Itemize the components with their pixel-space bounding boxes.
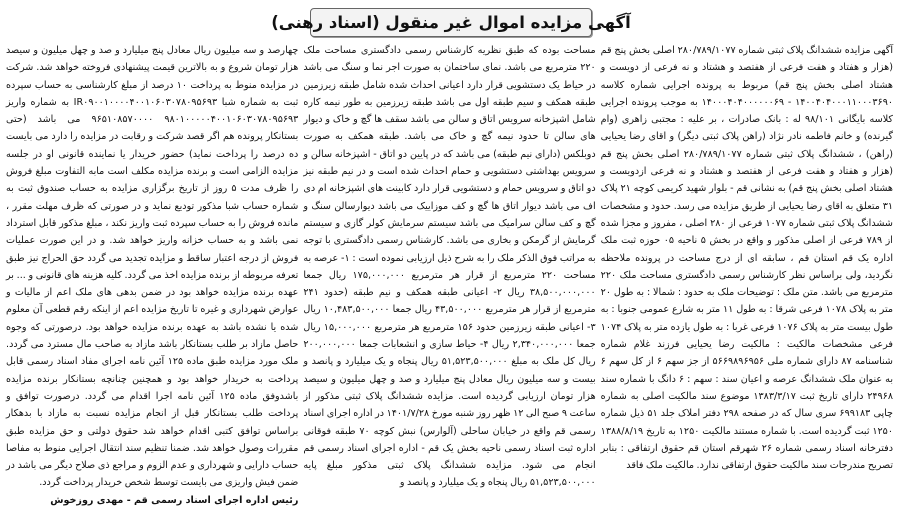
notice-title: آگهی مزایده اموال غیر منقول (اسناد رهنی) bbox=[271, 13, 631, 32]
column-right bbox=[600, 42, 894, 472]
column-middle-text: مساحت بوده که طبق نظریه کارشناس رسمی دادگستری مساحت ملک ۲۲۰ مترمربع می باشد. نمای ساختمان به صورت اجر نما و سنگ می باشد در حیاط یک دستشویی قرار دارد اعیانی احداث شده شامل طبقه زیرزمین طبقه همکف و سیم طبقه اول می باشد طبقه زیرزمین به طور نیمه کاره شامل اشپزخانه سرویس اتاق و سالن می باشد سقف ها گچ و خاک و دیوار های سالن تا حدود نیمه گچ و خاک می باشد. طبقه همکف به صورت دوبلکس (دارای نیم طبقه) می باشد که در پایین دو اتاق - اشپزخانه سالن و سرویس بهداشتی دستشویی و حمام احداث شده است و در نیم طبقه نیز دو اتاق و سرویس حمام و دستشویی قرار دارد کابینت های اشپزخانه ام دی اف می باشد دیوار اتاق ها گچ و کف موزاییک می باشد دیوارسالن سنگ و گچ و کف سالن سرامیک می باشد سیستم سرمایش کولر گازی و سیستم گرمایش از گرمکن و بخاری می باشد. کارشناس رسمی دادگستری با توجه به مراتب فوق الذکر ملک را به شرح ذیل ارزیابی نموده است : ۱- عرصه به مساحت ۲۲۰ مترمربع از قرار هر مترمربع ۱۷۵,۰۰۰,۰۰۰ ریال جمعا ۳۸,۵۰۰,۰۰۰,۰۰۰ ریال ۲- اعیانی طبقه همکف و نیم طبقه (حدود ۲۴۱ مترمربع از قرار هر مترمربع ۴۳,۵۰۰,۰۰۰ ریال جمعا ۱۰,۴۸۳,۵۰۰,۰۰۰ ریال ۳- اعیانی طبقه زیرزمین حدود ۱۵۶ مترمربع هر مترمربع ۱۵,۰۰۰,۰۰۰ ریال جمعا ۲,۳۴۰,۰۰۰,۰۰۰ ریال ۴- حیاط سازی و انشعابات جمعا ۲۰۰,۰۰۰,۰۰۰ ریال کل ملک به مبلغ ۵۱,۵۲۳,۵۰۰,۰۰۰ ریال پنجاه و یک میلیارد و پانصد و بیست و سه میلیون ریال معادل پنج میلیارد و صد و چهل میلیون و سیصد هزار تومان ارزیابی گردیده است. مزایده ششدانگ پلاک ثبتی مذکور از ساعت ۹ صبح الی ۱۲ ظهر روز شنبه مورخ ۱۴۰۱/۷/۲۸ در اداره اجرای اسناد رسمی قم واقع در خیابان ساحلی (آلوارس) نبش کوچه ۷۰ طبقه فوقانی اداره ثبت اسناد رسمی ناحیه بخش یک قم - اداره اجرای اسناد رسمی قم انجام می شود. مزایده ششدانگ پلاک ثبتی مذکور مبلغ پایه ۵۱,۵۲۳,۵۰۰,۰۰۰ ریال پنجاه و یک میلیارد و پانصد و bbox=[303, 45, 596, 489]
column-right-text: آگهی مزایده ششدانگ پلاک ثبتی شماره ۲۸۰/۷۸۹/۱۰۷۷ اصلی بخش پنج قم (هزار و هفتاد و هفت فرعی از هفتصد و هشتاد و نه فرعی از دویست و هشتاد اصلی بخش پنج قم) مربوط به پرونده اجرایی شماره کلاسه ۱۴۰۰۴۰۴۰۰۰۱۱۰۰۰۳۶۹۰ - ۱۴۰۰۰۴۰۴۰۰۰۰۰۰۶۹ به موجب پرونده اجرایی کلاسه بایگانی ۹۸/۱۰۱ له : بانک صادرات ، بر علیه : مجتبی زاهری (وام گیرنده) و خانم فاطمه نادر نژاد (راهن پلاک ثبتی دیگر) و اقای رضا یحیایی (راهن) ، ششدانگ پلاک ثبتی شماره ۲۸۰/۷۸۹/۱۰۷۷ اصلی بخش پنج قم (هزار و هفتاد و هفت فرعی از هفتصد و هشتاد و نه فرعی ازدویست و هشتاد اصلی بخش پنج قم) به نشانی قم - بلوار شهید کریمی کوچه ۲۱ پلاک ۳۱ متعلق به اقای رضا یحیایی از طریق مزایده می رسد. حدود و مشخصات ششدانگ پلاک ثبتی شماره ۱۰۷۷ فرعی از ۲۸۰ اصلی ، مفروز و مجزا شده از ۷۸۹ فرعی از اصلی مذکور و واقع در بخش ۵ ناحیه ۰۵ حوزه ثبت ملک اداره یک قم استان قم ، سابقه ای از درج مساحت در پرونده ملاحظه نگردید، ولی براساس نظر کارشناس رسمی دادگستری مساحت ملک ۲۲۰ مترمربع می باشد. متن ملک : توضیحات ملک به حدود : شمالا : به طول ۲۰ متر به پلاک ۱۰۷۸ فرعی شرقا : به طول ۱۱ متر به شارع عمومی جنوبا : به طول بیست متر به پلاک ۱۰۷۶ فرعی غربا : به طول یازده متر به پلاک ۱۰۷۴ فرعی مشخصات مالکیت : مالکیت رضا یحیایی فرزند غلام شماره شناسنامه ۸۷ دارای شماره ملی ۵۶۶۹۸۹۶۹۵۶ از جز سهم ۶ از کل سهم ۶ به عنوان ملک ششدانگ عرصه و اعیان سند : سهم : ۶ دانگ با شماره سند ۲۴۹۶۸ دارای تاریخ ثبت ۱۳۸۳/۳/۱۷ موضوع سند مالکیت اصلی به شماره چاپی ۶۹۹۱۸۳ سری سال که در صفحه ۲۹۸ دفتر املاک جلد ۵۱ ذیل شماره ۱۲۵۰ ثبت گردیده است. با شماره مستند مالکیت ۱۲۵۰ به تاریخ ۱۳۸۸/۸/۱۹ دفترخانه اسناد رسمی شماره ۲۶ شهرقم استان قم حقوق ارتفاقی : بنابر تصریح مندرجات سند مالکیت حقوق ارتفاقی ندارد. مالکیت ملک فاقد bbox=[600, 45, 894, 472]
column-left-text: چهارصد و سه میلیون ریال معادل پنج میلیارد و صد و چهل میلیون و سیصد هزار تومان شروع و به بالاترین قیمت پیشنهادی فروخته خواهد شد. شرکت در مزایده منوط به پرداخت ۱۰ درصد از مبلغ کارشناسی به حساب سپرده ثبت به شماره شبا IR۰۹۰۰۱۰۰۰۰۴۰۰۱۰۶۰۳۰۷۸۰۹۵۶۹۳ به شماره واریز ۹۸۰۱۰۰۰۰۰۴۰۰۱۰۶۰۳۰۷۸۰۹۵۶۹۳ ۹۶۵۱۰۸۵۷۰۰۰۰ می باشد (حتی بستانکار پرونده هم اگر قصد شرکت و رقابت در مزایده را دارد می بایست ده درصد را پرداخت نماید) حضور خریدار یا نماینده قانونی او در جلسه مزایده الزامی است و برنده مزایده مکلف است مابه التفاوت مبلغ فروش را ظرف مدت ۵ روز از تاریخ برگزاری مزایده به حساب صندوق ثبت به شماره حساب شبا مذکور تودیع نماید و در صورتی که ظرف مهلت مقرر ، مانده فروش را به حساب سپرده ثبت واریز نکند ، مبلغ مذکور قابل استرداد نمی باشد و به حساب خزانه واریز خواهد شد. و در این صورت عملیات فروش از درجه اعتبار ساقط و مزایده تجدید می گردد حق الحراج نیز طبق تعرفه مربوطه از برنده مزایده اخذ می گردد. کلیه هزینه های قانونی و ... بر عهده برنده مزایده خواهد بود در ضمن بدهی های ملک اعم از مالیات و عوارض شهرداری و غیره تا تاریخ مزایده اعم از اینکه رقم قطعی آن معلوم شده یا نشده باشد به عهده برنده مزایده خواهد بود. درصورتی که وجوه حاصل مازاد بر طلب بستانکار باشد مازاد به صاحب مال مسترد می گردد. ملک مورد مزایده طبق ماده ۱۲۵ آئین نامه اجرای مفاد اسناد رسمی قابل پرداخت به خریدار خواهد بود و همچنین چنانچه بستانکار برنده مزایده باشدوفق ماده ۱۲۵ آئین نامه اجرا اقدام می گردد. درصورت توافق و پرداخت طلب بستانکار قبل از انجام مزایده نسبت به مازاد با بدهکار براساس توافق کتبی اقدام خواهد شد حقوق دولتی و حق مزایده طبق مقررات وصول خواهد شد. ضمنا تنظیم سند انتقال اجرایی منوط به مفاصا حساب دارایی و شهرداری و عدم الزوم و مراجع ذی صلاح دیگر می باشد در ضمن فیش واریزی می بایست توسط شخص خریدار پرداخت گردد. bbox=[6, 45, 299, 489]
title-banner bbox=[271, 8, 631, 37]
signature: رئیس اداره اجرای اسناد رسمی قم - مهدی روزخوش bbox=[50, 494, 299, 506]
notice-columns bbox=[6, 42, 894, 506]
column-middle bbox=[303, 42, 596, 489]
column-left bbox=[6, 42, 299, 506]
